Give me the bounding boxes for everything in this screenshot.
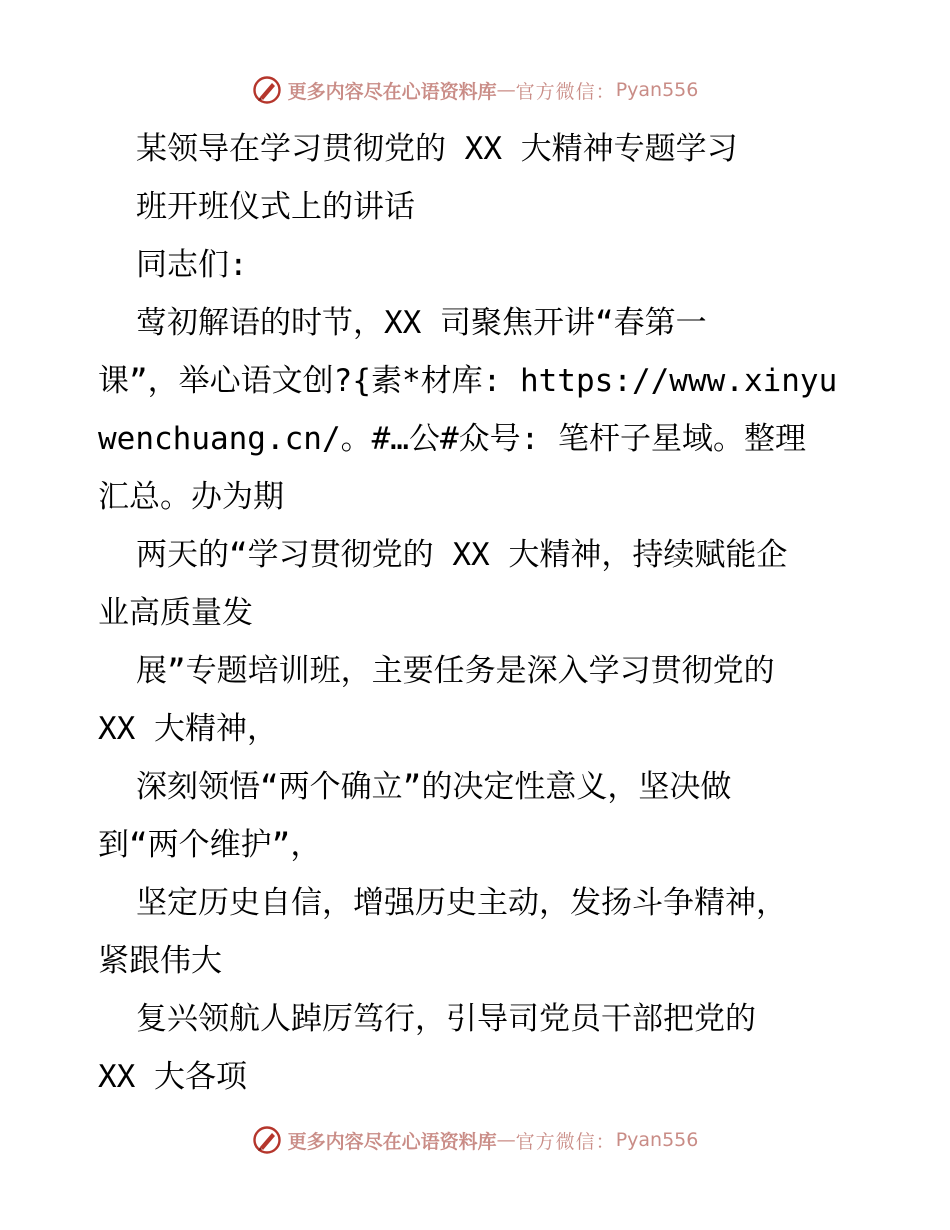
paragraph-line: 到“两个维护”， bbox=[98, 827, 322, 863]
title-line-1: 某领导在学习贯彻党的 XX 大精神专题学习 bbox=[136, 131, 738, 167]
title-line-2: 班开班仪式上的讲话 bbox=[136, 189, 415, 225]
paragraph-line: wenchuang.cn/。#…公#众号: 笔杆子星域。整理 bbox=[98, 421, 806, 457]
header-wechat-label: 官方微信： bbox=[515, 80, 616, 103]
header-banner bbox=[0, 70, 950, 110]
salutation: 同志们: bbox=[136, 247, 248, 283]
paragraph-line: 汇总。办为期 bbox=[98, 479, 284, 515]
paragraph-line: XX 大各项 bbox=[98, 1059, 247, 1095]
footer-separator: — bbox=[496, 1129, 516, 1151]
pen-logo-icon bbox=[252, 75, 282, 105]
paragraph-line: 课”，举心语文创?{素*材库: https://www.xinyu bbox=[98, 363, 838, 399]
paragraph-line: 莺初解语的时节，XX 司聚焦开讲“春第一 bbox=[136, 305, 707, 341]
paragraph-line: 展”专题培训班，主要任务是深入学习贯彻党的 bbox=[136, 653, 775, 689]
footer-site-text: 更多内容尽在心语资料库 bbox=[287, 1130, 497, 1153]
pen-logo-icon bbox=[252, 1125, 282, 1155]
paragraph-line: XX 大精神， bbox=[98, 711, 278, 747]
paragraph-line: 紧跟伟大 bbox=[98, 943, 222, 979]
header-site-text: 更多内容尽在心语资料库 bbox=[287, 80, 497, 103]
header-wechat-id: Pyan556 bbox=[615, 79, 699, 101]
footer-wechat-id: Pyan556 bbox=[615, 1129, 699, 1151]
document-body bbox=[98, 120, 858, 1106]
paragraph-line: 业高质量发 bbox=[98, 595, 253, 631]
paragraph-line: 两天的“学习贯彻党的 XX 大精神，持续赋能企 bbox=[136, 537, 788, 573]
paragraph-line: 复兴领航人踔厉笃行，引导司党员干部把党的 bbox=[136, 1001, 756, 1037]
paragraph-line: 坚定历史自信，增强历史主动，发扬斗争精神， bbox=[136, 885, 787, 921]
paragraph-line: 深刻领悟“两个确立”的决定性意义，坚决做 bbox=[136, 769, 732, 805]
footer-wechat-label: 官方微信： bbox=[515, 1130, 616, 1153]
header-separator: — bbox=[496, 79, 516, 101]
footer-banner bbox=[0, 1120, 950, 1160]
